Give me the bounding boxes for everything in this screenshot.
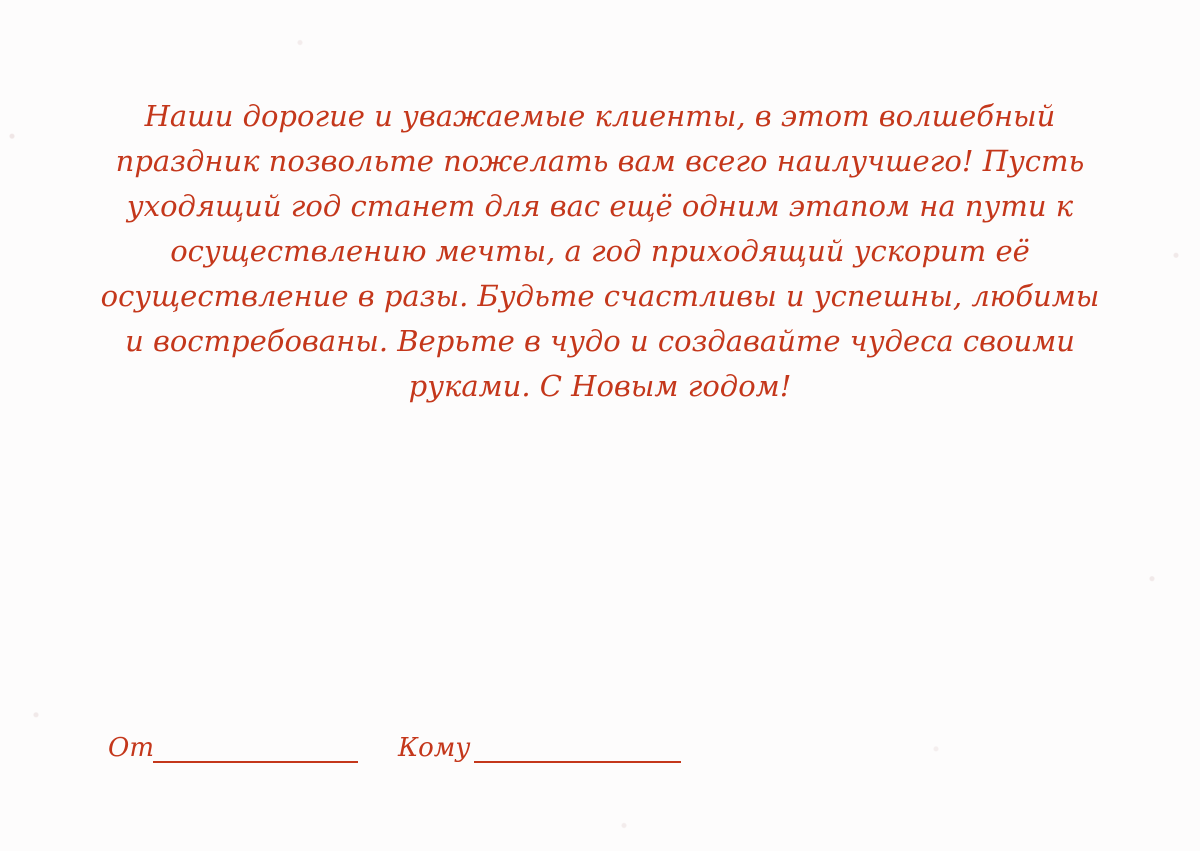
- greeting-line: уходящий год станет для вас ещё одним этапом на пути к: [126, 189, 1074, 223]
- from-blank-line: [153, 761, 358, 763]
- greeting-line: руками. С Новым годом!: [408, 369, 792, 403]
- greeting-line: и востребованы. Верьте в чудо и создавайте чудеса своими: [125, 324, 1075, 358]
- to-blank-line: [474, 761, 681, 763]
- from-label: От: [108, 733, 154, 763]
- greeting-line: осуществлению мечты, а год приходящий ускорит её: [170, 234, 1030, 268]
- greeting-text: [100, 94, 1100, 409]
- signature-row: [108, 728, 808, 768]
- greeting-line: осуществление в разы. Будьте счастливы и успешны, любимы: [100, 279, 1100, 313]
- greeting-line: праздник позвольте пожелать вам всего наилучшего! Пусть: [115, 144, 1085, 178]
- greeting-line: Наши дорогие и уважаемые клиенты, в этот волшебный: [144, 99, 1056, 133]
- to-label: Кому: [398, 733, 471, 763]
